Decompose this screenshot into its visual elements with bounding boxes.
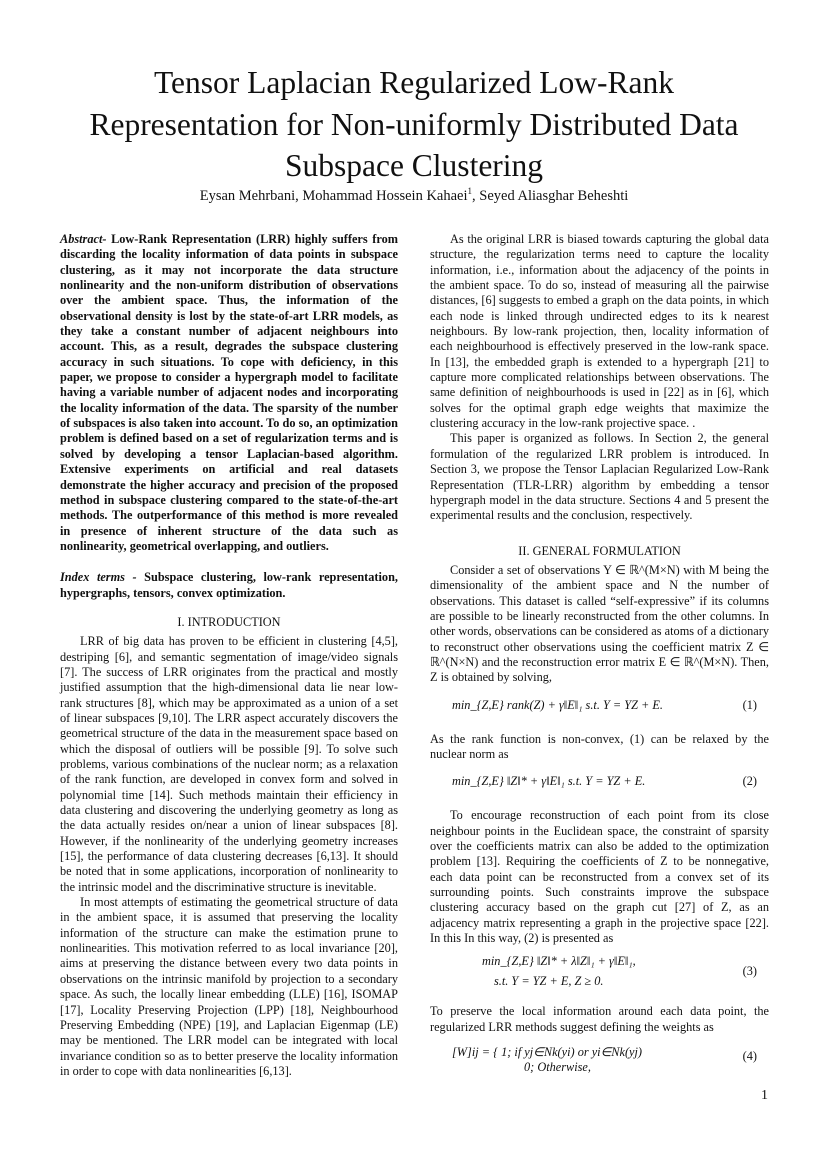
equation-4-line-2: 0; Otherwise, [524, 1060, 591, 1075]
body-paragraph-1: As the original LRR is biased towards capturing the global data structure, the regularization terms need to capture the locality information, i.e., information about the adjacency of the points in the ambient space. To do so, instead of measuring all the pairwise distances, [6] suggests to embed a graph on the data points, in which each node is linked through undirected edges to its k nearest neighbours. By low-rank projection, then, locality information of each neighbourhood is effectively preserved in the low-rank space. In [13], the embedded graph is extended to a hypergraph [21] to capture more complicated relationships between observations. The same definition of neighbourhoods is used in [22] as in [6], which solves for the optimal graph edge weights that maximize the clustering accuracy in the low-rank projective space. . [430, 232, 769, 431]
section-heading-introduction: I. INTRODUCTION [177, 614, 281, 629]
equation-2-body: min_{Z,E} ‖Z‖* + γ‖E‖₁ s.t. Y = YZ + E. [452, 774, 646, 789]
index-terms [60, 570, 398, 601]
body-paragraph-5: To encourage reconstruction of each point from its close neighbour points in the Euclidean space, the constraint of sparsity over the coefficients matrix can also be added to the optimization problem [13]. Requiring the coefficients of Z to be nonnegative, each data point can be reconstructed from a convex set of its surrounding points. Such constraints improve the subspace clustering accuracy based on the graph cut [27] of Z, as an adjacency matrix representing a graph in the projective space [22]. In this In this way, (2) is presented as [430, 808, 769, 946]
equation-1 [430, 686, 769, 732]
index-terms-label: Index terms - [60, 570, 137, 585]
paper-title [60, 62, 768, 187]
left-column [60, 232, 398, 1079]
equation-3-line-1: min_{Z,E} ‖Z‖* + λ‖Z‖₁ + γ‖E‖₁, [482, 954, 636, 969]
abstract-text: Low-Rank Representation (LRR) highly suffers from discarding the locality information of data points in subspace clustering, as it may not incorporate the data structure nonlinearity and the non-uniform distribution of observations over the ambient space. Thus, the information of the observational density is lost by the state-of-art LRR models, as they take a constant number of adjacent neighbours into account. This, as a result, degrades the subspace clustering accuracy in such situations. To cope with deficiency, in this paper, we propose to consider a hypergraph model to facilitate having a variable number of adjacent nodes and incorporating the locality information of the data. The sparsity of the number of subspaces is also taken into account. To do so, an optimization problem is defined based on a set of regularization terms and is solved by developing a tensor Laplacian-based algorithm. Extensive experiments on artificial and real datasets demonstrate the higher accuracy and precision of the proposed method in subspace clustering compared to the state-of-the-art methods. The outperformance of this method is more revealed in presence of inherent structure of the data such as nonlinearity, geometrical overlapping, and outliers. [60, 232, 398, 553]
authors-after: , Seyed Aliasghar Beheshti [472, 187, 629, 204]
body-paragraph-4: As the rank function is non-convex, (1) can be relaxed by the nuclear norm as [430, 731, 769, 761]
equation-1-number: (1) [742, 697, 757, 712]
equation-2 [430, 762, 769, 808]
equation-3-line-2: s.t. Y = YZ + E, Z ≥ 0. [494, 974, 604, 989]
authors-before: Eysan Mehrbani, Mohammad Hossein Kahaei [199, 187, 468, 204]
equation-3 [430, 946, 769, 1004]
equation-4-number: (4) [742, 1049, 757, 1064]
affiliation-mark: 1 [467, 186, 473, 196]
body-paragraph-6: To preserve the local information around each data point, the regularized LRR methods suggest defining the weights as [430, 1004, 769, 1034]
title-line-1: Tensor Laplacian Regularized Low-Rank [154, 65, 674, 100]
abstract-label: Abstract- [60, 232, 107, 246]
equation-4 [430, 1035, 769, 1079]
abstract [60, 232, 398, 554]
intro-paragraph-1: LRR of big data has proven to be efficient in clustering [4,5], destriping [6], and semantic segmentation of image/video signals [7]. The success of LRR originates from the practical and mostly justified assumption that the high-dimensional data lie near low-rank structures [8], which may be approximated as a union of a set of linear subspaces [9,10]. The LRR aspect accurately discovers the geometrical structure of the data in the measurement space based on which the disposal of outliers will be possible [9]. To solve such problems, various combinations of the nuclear norm; as a relaxation of the rank function, are developed in convex form and solved in polynomial time [14]. Such methods maintain their efficiency in data clustering and discovering the underlying geometry as long as the data actually resides on/near a union of linear subspaces [8]. However, if the nonlinearity of the underlying geometry increases [15], the performance of data clustering decreases [6,13]. It should be noted that in some applications, incorporation of nonlinearity to the intrinsic model and the discriminative structure is inevitable. [60, 634, 398, 894]
right-column [430, 232, 769, 1079]
equation-4-line-1: [W]ij = { 1; if yj∈Nk(yi) or yi∈Nk(yj) [452, 1045, 643, 1060]
index-terms-text: Subspace clustering, low-rank representation, hypergraphs, tensors, convex optimization. [60, 570, 398, 600]
author-list [60, 186, 768, 205]
title-line-2: Representation for Non-uniformly Distributed Data [89, 106, 739, 142]
body-paragraph-3: Consider a set of observations Y ∈ ℝ^(M×N) with M being the dimensionality of the ambient space and N the number of observations. This dataset is called “self-expressive” if its columns are possible to be linearly reconstructed from the other columns. In other words, observations can be considered as atoms of a dictionary to reconstruct other observations using the coefficient matrix Z ∈ ℝ^(N×N) and the reconstruction error matrix E ∈ ℝ^(M×N). Then, Z is obtained by solving, [430, 562, 769, 685]
title-line-3: Subspace Clustering [284, 148, 544, 183]
equation-3-number: (3) [742, 964, 757, 979]
page-number: 1 [761, 1088, 768, 1103]
equation-1-body: min_{Z,E} rank(Z) + γ‖E‖₁ s.t. Y = YZ + E. [452, 697, 663, 712]
equation-2-number: (2) [742, 774, 757, 789]
section-heading-general-formulation: II. GENERAL FORMULATION [518, 543, 681, 558]
body-paragraph-2: This paper is organized as follows. In Section 2, the general formulation of the regularized LRR problem is introduced. In Section 3, we propose the Tensor Laplacian Regularized Low-Rank Representation (TLR-LRR) algorithm by embedding a tensor hypergraph model in the data structure. Sections 4 and 5 present the experimental results and the conclusion, respectively. [430, 431, 769, 523]
intro-paragraph-2: In most attempts of estimating the geometrical structure of data in the ambient space, it is assumed that preserving the locality information of the structure can make the estimation prune to nonlinearities. This motivation referred to as local invariance [20], aims at preserving the distance between every two data points in observations on the intrinsic manifold by projection to a secondary space. As such, the locally linear embedding (LLE) [16], ISOMAP [17], Locality Preserving Projection (LPP) [18], Neighbourhood Preserving Embedding (NPE) [19], and Laplacian Eigenmap (LE) may be mentioned. The LRR model can be integrated with local invariance condition so as to better preserve the locality information in order to cope with data nonlinearities [6,13]. [60, 895, 398, 1078]
